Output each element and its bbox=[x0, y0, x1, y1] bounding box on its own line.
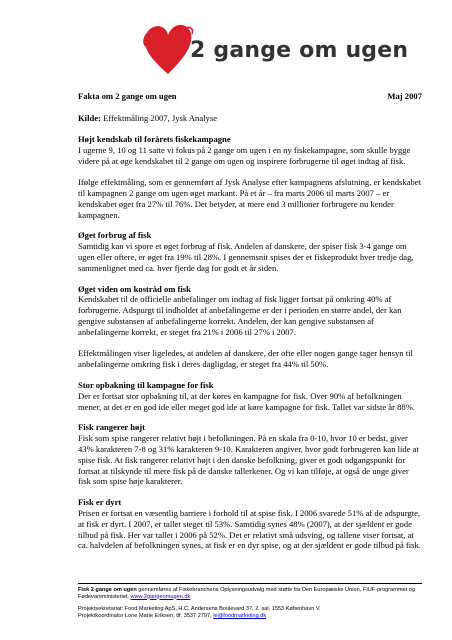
section-paragraph: Der er fortsat stor opbakning til, at der køres en kampagne for fisk. Over 90% af befolkningen mener, at det er en god ide eller meget god ide at køre kampagne for fisk. Tallet var sidste år 88%. bbox=[78, 390, 416, 412]
footer-email-link[interactable]: le@foodmarketing.dk bbox=[213, 612, 267, 619]
section-opbakning bbox=[78, 380, 422, 412]
section-kendskab bbox=[78, 134, 422, 220]
section-paragraph: Samtidig kan vi spore et øget forbrug af fisk. Andelen af danskere, der spiser fisk 3-4 gange om ugen eller oftere, er øget fra 19% til 28%. I gennemsnit spises der et fiskeprodukt hver tredje dag, sammenlignet med ca. hver fjerde dag for godt et år siden. bbox=[78, 241, 414, 273]
section-heading: Øget viden om kostråd om fisk bbox=[78, 283, 191, 294]
footer-line-2: Projektsekretariat: Food Marketing ApS, H.C. Andersens Boulevard 37, 2. sal, 1553 København V. bbox=[78, 606, 321, 613]
footer-line-3 bbox=[78, 613, 422, 620]
section-paragraph: Prisen er fortsat en væsentlig barriere i forhold til at spise fisk. I 2006 svarede 51% af de adspurgte, at fisk er dyrt. I 2007, er tallet steget til 53%. Samtidig synes 48% (2007), at der sjældent er gode tilbud på fisk. Her var tallet i 2006 på 52%. Det er relativt små udsving, og tallene viser fortsat, at ca. halvdelen af befolkningen synes, at fisk er en dyr spise, og at der sjældent er gode tilbud på fisk. bbox=[78, 507, 421, 551]
source-value: Effektmåling 2007, Jysk Analyse bbox=[103, 113, 218, 123]
footer-website-link[interactable]: www.2gangeomugen.dk bbox=[130, 593, 191, 600]
section-paragraph: Ifølge effektmåling, som er gennemført af Jysk Analyse efter kampagnens afslutning, er kendskabet til kampagnen 2 gange om ugen øget markant. På et år – fra marts 2006 til marts 2007 – er kendskabet øget fra 27% til 76%. Det betyder, at mere end 3 millioner forbrugere nu kender kampagnen. bbox=[78, 177, 422, 220]
document-header bbox=[78, 91, 422, 102]
section-paragraph: Kendskabet til de officielle anbefalinger om indtag af fisk ligger fortsat på omkring 40% af forbrugerne. Adspurgt til indholdet af anbefalingerne er der i perioden en større andel, der kan gengive substansen af anbefalingerne korrekt. Andelen, der kan gengive substansen af anbefalingerne korrekt, er steget fra 21% i 2006 til 27% i 2007. bbox=[78, 294, 402, 337]
section-heading: Fisk er dyrt bbox=[78, 497, 122, 508]
document-title: Fakta om 2 gange om ugen bbox=[78, 91, 177, 101]
footer-divider bbox=[78, 583, 422, 584]
document-body bbox=[78, 91, 422, 551]
section-viden bbox=[78, 284, 422, 370]
section-heading: Stor opbakning til kampagne for fisk bbox=[78, 379, 214, 390]
page-footer bbox=[78, 583, 422, 619]
section-paragraph: Fisk som spise rangerer relativt højt i befolkningen. På en skala fra 0-10, hvor 10 er bedst, giver 43% karakteren 7-8 og 31% karakteren 9-10. Karakteren angiver, hvor godt forbrugeren kan lide at spise fisk. At fisk rangerer relativt højt i den danske befolkning, giver et godt udgangspunkt for fortsat at tilskynde til mere fisk på de danske tallerkener. Og vi kan tilføje, at også de unge giver fisk som spise høje karakterer. bbox=[78, 433, 419, 487]
logo-wordmark: 2 gange om ugen bbox=[190, 38, 409, 63]
section-paragraph: I ugerne 9, 10 og 11 satte vi fokus på 2 gange om ugen i en ny fiskekampagne, som skulle bygge videre på at øge kendskabet til 2 gange om ugen og inspirere forbrugerne til øget indtag af fisk. bbox=[78, 144, 411, 166]
section-heading: Øget forbrug af fisk bbox=[78, 230, 152, 241]
footer-line-1 bbox=[78, 587, 422, 600]
document-date: Maj 2007 bbox=[387, 91, 422, 101]
source-label: Kilde: bbox=[78, 113, 101, 123]
section-paragraph: Effektmålingen viser ligeledes, at andelen af danskere, der ofte eller nogen gange tager hensyn til anbefalingerne omkring fisk i deres dagligdag, er steget fra 44% til 50%. bbox=[78, 348, 413, 370]
section-forbrug bbox=[78, 230, 422, 273]
footer-contact-text: Projektkoordinator Lone Marie Eriksen, tlf. 3537 2797, bbox=[78, 612, 214, 619]
section-rangerer bbox=[78, 422, 422, 487]
heart-icon bbox=[142, 20, 194, 78]
footer-brand: Fisk 2 gange om ugen bbox=[78, 587, 137, 593]
footer-sponsor-text: gennemføres af Fiskebranchens Oplysningsudvalg med støtte fra Den Europæiske Union, FIUF-programmet og Fødevareministeriet. bbox=[78, 587, 416, 600]
section-heading: Fisk rangerer højt bbox=[78, 422, 145, 433]
logo bbox=[142, 20, 442, 80]
source-line bbox=[78, 113, 422, 124]
section-dyrt bbox=[78, 497, 422, 551]
section-heading: Højt kendskab til forårets fiskekampagne bbox=[78, 134, 231, 144]
